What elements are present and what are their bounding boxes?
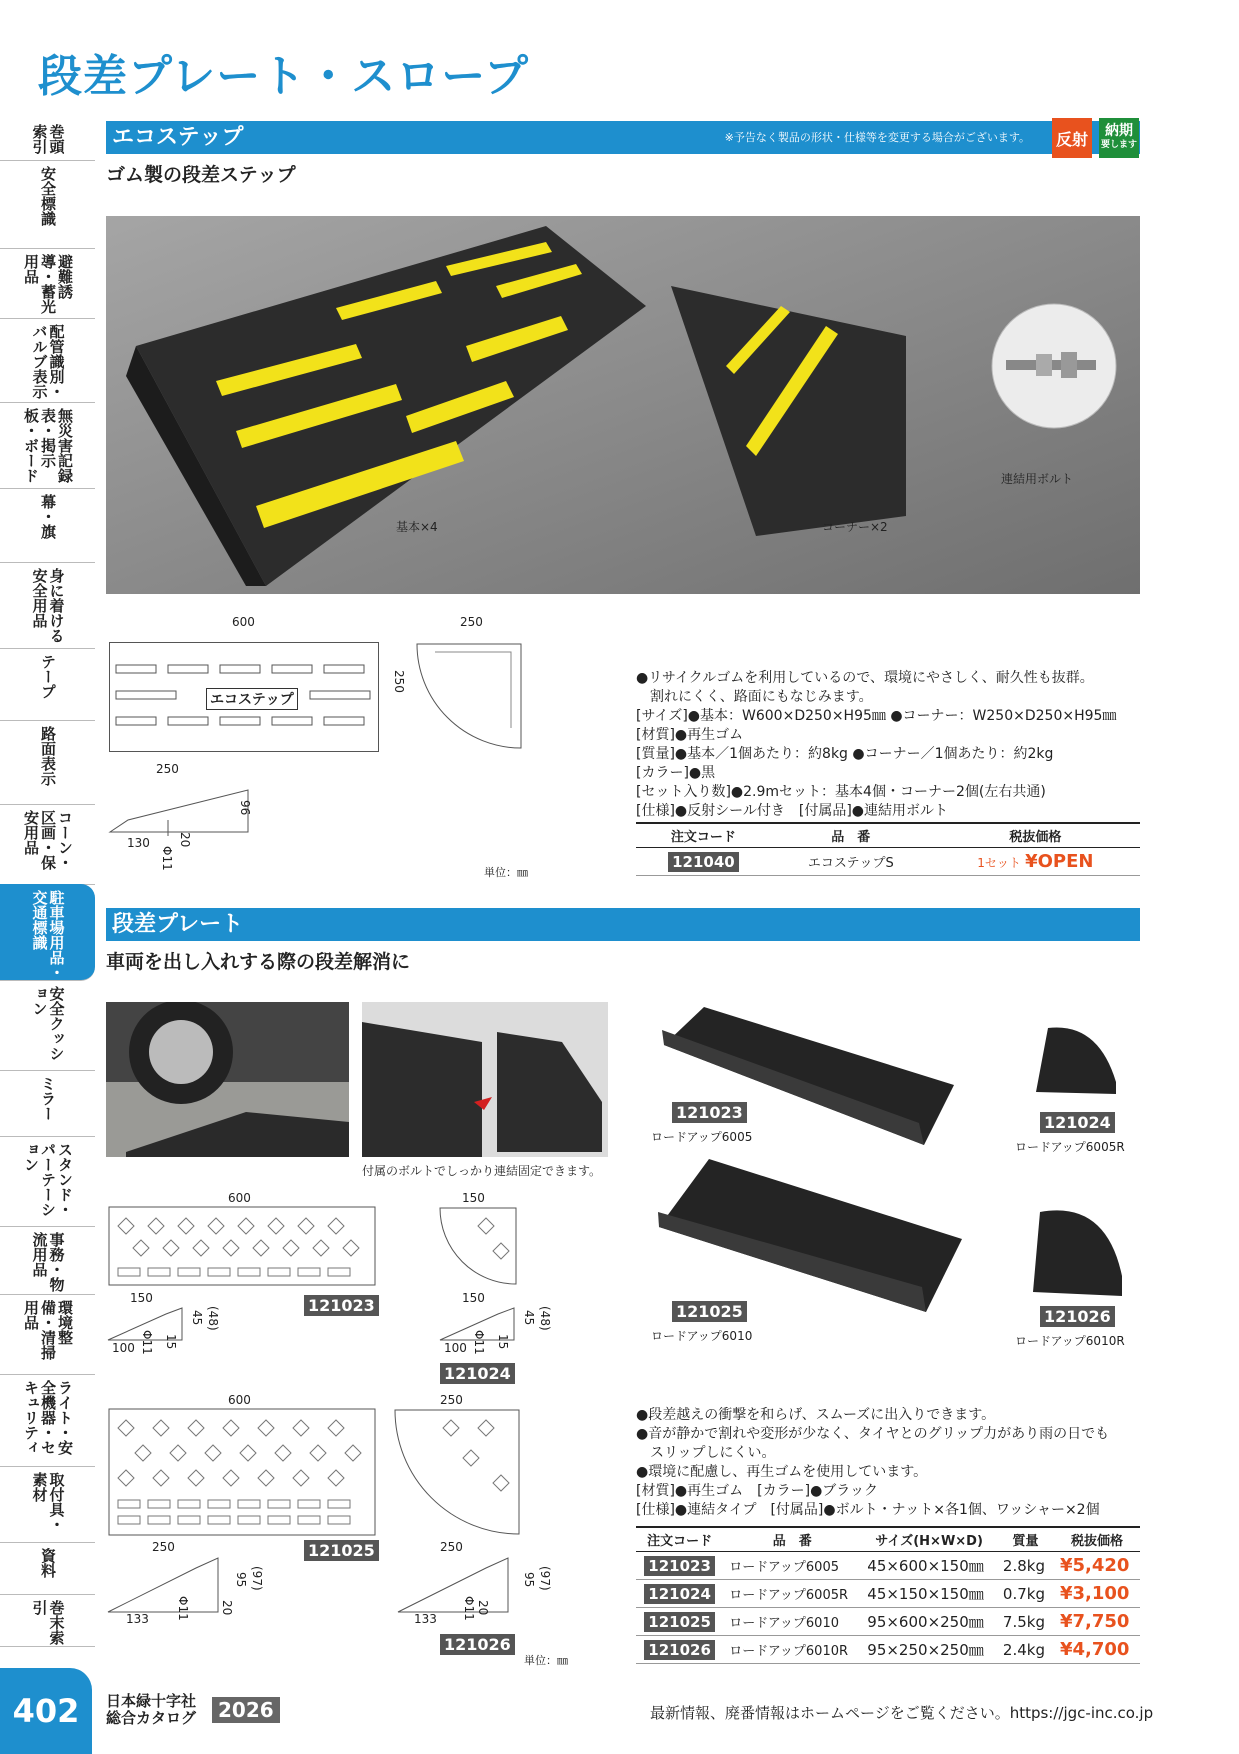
ecostep-photo-illustration: [106, 216, 1140, 594]
dim-d1-phi: Φ11: [140, 1330, 154, 1355]
dim-d1-t: 15: [164, 1334, 178, 1350]
side-index-label: 環境整備・清掃用品: [22, 1300, 74, 1360]
dim-d2-side: 150: [462, 1291, 485, 1305]
product-size: 95×600×250㎜: [861, 1608, 997, 1636]
delivery-badge: [1099, 118, 1139, 158]
dim-d1-hp: (48): [206, 1306, 220, 1331]
dim-96: 96: [238, 800, 252, 816]
side-index-item[interactable]: [0, 1226, 95, 1295]
d3-profile: [106, 1556, 232, 1616]
side-index-label: 避難誘導・蓄光用品: [22, 254, 74, 314]
dim-20: 20: [178, 832, 192, 848]
side-index-item[interactable]: [0, 804, 95, 885]
side-index-item[interactable]: [0, 648, 95, 721]
corner-outline: [415, 642, 523, 750]
section-subtitle: 車両を出し入れする際の段差解消に: [106, 951, 411, 973]
drawing-label: エコステップ: [206, 688, 298, 710]
product-name: ロードアップ6005R: [723, 1580, 861, 1608]
product-name: ロードアップ6005: [723, 1552, 861, 1580]
caption-bolt-connect: 付属のボルトでしっかり連結固定できます。: [362, 1164, 602, 1178]
product-code-121025: 121025: [672, 1302, 747, 1321]
dim-d1-side: 150: [130, 1291, 153, 1305]
spec-line: ●段差越えの衝撃を和らげ、スムーズに出入りできます。: [636, 1407, 996, 1423]
side-index-item[interactable]: [0, 1294, 95, 1375]
dim-d3-phi: Φ11: [176, 1596, 190, 1621]
price-table-ecostep: [636, 822, 1140, 876]
dim-d4-h: 95: [522, 1572, 536, 1588]
order-code: 121023: [644, 1556, 715, 1576]
price: ¥7,750: [1059, 1611, 1130, 1632]
catalog-name-line2: 総合カタログ: [106, 1709, 197, 1727]
col-name: 品 番: [771, 823, 931, 848]
drawing-121023-profile: [106, 1306, 202, 1344]
drawing-121026-profile: [396, 1556, 522, 1616]
side-index-label: 取付具・素材: [30, 1472, 66, 1532]
table-header-row: [636, 1527, 1140, 1552]
spec-line: [仕様]●連結タイプ [付属品]●ボルト・ナット×各1個、ワッシャー×2個: [636, 1502, 1100, 1518]
roadup-6010r-illustration: [1028, 1200, 1126, 1300]
section-title: 段差プレート: [112, 912, 244, 937]
set-unit: 1セット: [977, 856, 1021, 870]
side-index-label: 安全標識: [39, 166, 57, 226]
side-index-item[interactable]: [0, 884, 95, 981]
spec-line: ●音が静かで割れや変形が少なく、タイヤとのグリップ力があり雨の日でも: [636, 1426, 1110, 1442]
drawing-code-121026: 121026: [440, 1635, 515, 1654]
order-code: 121024: [644, 1584, 715, 1604]
table-row: [636, 1580, 1140, 1608]
order-code: 121040: [668, 852, 739, 872]
order-code: 121026: [644, 1640, 715, 1660]
spec-step-plate: [636, 1406, 1109, 1520]
dim-250-top: 250: [460, 615, 483, 629]
unit-label: 単位：㎜: [484, 866, 528, 879]
dim-130: 130: [127, 836, 150, 850]
d2-profile: [438, 1306, 534, 1344]
drawing-121025-profile: [106, 1556, 232, 1616]
spec-line: [カラー]●黒: [636, 765, 716, 781]
side-index-item[interactable]: [0, 980, 95, 1071]
side-index-label: 資料: [39, 1548, 57, 1578]
product-name-121025: ロードアップ6010: [651, 1329, 753, 1343]
product-name: ロードアップ6010R: [723, 1636, 861, 1664]
dim-d2-h: 45: [522, 1310, 536, 1326]
col-mass: 質量: [997, 1527, 1054, 1552]
table-row: [636, 1636, 1140, 1664]
product-size: 45×150×150㎜: [861, 1580, 997, 1608]
side-index-item[interactable]: [0, 1594, 95, 1647]
catalog-year: 2026: [212, 1697, 280, 1723]
price: ¥OPEN: [1025, 851, 1094, 872]
delivery-badge-main: 納期: [1105, 123, 1133, 139]
bolt-photo-illustration: [362, 1002, 608, 1157]
drawing-code-121024: 121024: [440, 1364, 515, 1383]
dim-d4-w: 250: [440, 1393, 463, 1407]
side-index-item[interactable]: [0, 160, 95, 249]
spec-line: [材質]●再生ゴム: [636, 727, 744, 743]
side-index-label: 巻頭索引: [30, 124, 66, 154]
roadup-6005-illustration: [654, 1005, 962, 1145]
page-number: 402: [0, 1668, 92, 1754]
dim-d3-t: 20: [220, 1600, 234, 1616]
side-index-label: コーン・区画・保安用品: [22, 810, 74, 870]
roadup-6010-illustration: [654, 1157, 966, 1312]
side-index-label: 巻末索引: [30, 1600, 66, 1645]
side-index-label: スタンド・パーテーション: [22, 1142, 74, 1217]
drawing-121024-profile: [438, 1306, 534, 1344]
dim-d3-h: 95: [234, 1572, 248, 1588]
product-mass: 7.5kg: [997, 1608, 1054, 1636]
product-name: ロードアップ6010: [723, 1608, 861, 1636]
spec-line: ●環境に配慮し、再生ゴムを使用しています。: [636, 1464, 928, 1480]
dim-d4-t: 20: [476, 1600, 490, 1616]
product-image-6010r: [1028, 1200, 1126, 1300]
d4-profile: [396, 1556, 522, 1616]
caption-bolt: 連結用ボルト: [1001, 472, 1074, 486]
side-index-item[interactable]: [0, 1070, 95, 1137]
dim-d3-side: 250: [152, 1540, 175, 1554]
col-code: 注文コード: [636, 1527, 723, 1552]
spec-line: [セット入り数]●2.9mセット：基本4個・コーナー2個(左右共通): [636, 784, 1046, 800]
col-size: サイズ(H×W×D): [861, 1527, 997, 1552]
product-image-6005: [654, 1005, 962, 1145]
spec-line: 割れにくく、路面にもなじみます。: [636, 689, 873, 705]
side-index-item[interactable]: [0, 720, 95, 805]
side-index-item[interactable]: [0, 118, 95, 161]
product-code-121026: 121026: [1040, 1307, 1115, 1326]
product-mass: 2.8kg: [997, 1552, 1054, 1580]
catalog-name-line1: 日本緑十字社: [106, 1692, 197, 1710]
price-table-step-plate: [636, 1526, 1140, 1664]
dim-d4-hp: (97): [538, 1566, 552, 1591]
side-index-item[interactable]: [0, 318, 95, 403]
side-index-item[interactable]: [0, 248, 95, 319]
side-index-item[interactable]: [0, 562, 95, 649]
product-mass: 2.4kg: [997, 1636, 1054, 1664]
drawing-ecostep-profile: [108, 780, 253, 840]
d4-outline: [393, 1408, 521, 1536]
spec-ecostep: [636, 669, 1116, 821]
price: ¥5,420: [1059, 1555, 1130, 1576]
dim-d2-w: 150: [462, 1191, 485, 1205]
order-code: 121025: [644, 1612, 715, 1632]
drawing-121024-top: [438, 1206, 518, 1286]
dim-d2-phi: Φ11: [472, 1330, 486, 1355]
footer-notice: 最新情報、廃番情報はホームページをご覧ください。https://jgc-inc.co.jp: [650, 1704, 1154, 1722]
caption-corner: コーナー×2: [822, 520, 888, 534]
side-index-item[interactable]: [0, 1542, 95, 1595]
product-mass: 0.7kg: [997, 1580, 1054, 1608]
spec-line: [サイズ]●基本：W600×D250×H95㎜ ●コーナー：W250×D250×H95㎜: [636, 708, 1117, 724]
spec-line: ●リサイクルゴムを利用しているので、環境にやさしく、耐久性も抜群。: [636, 670, 1094, 686]
side-index-item[interactable]: [0, 1136, 95, 1227]
page-title: 段差プレート・スロープ: [38, 51, 530, 102]
price: ¥3,100: [1059, 1583, 1130, 1604]
catalog-name: [106, 1693, 196, 1727]
dim-d3-w: 600: [228, 1393, 251, 1407]
col-price: 税抜価格: [1054, 1527, 1140, 1552]
section-bar-step-plate: [106, 908, 1140, 941]
dim-d3-base: 133: [126, 1612, 149, 1626]
side-index-label: 駐車場用品・交通標識: [30, 890, 66, 980]
d3-pattern: [108, 1408, 376, 1536]
product-size: 45×600×150㎜: [861, 1552, 997, 1580]
dim-d2-t: 15: [496, 1334, 510, 1350]
product-image-6005r: [1028, 1022, 1120, 1100]
roadup-6005r-illustration: [1028, 1022, 1120, 1100]
col-code: 注文コード: [636, 823, 771, 848]
dim-d4-phi: Φ11: [462, 1596, 476, 1621]
profile-outline: [108, 780, 253, 840]
delivery-badge-sub: 要します: [1100, 140, 1137, 150]
table-row: [636, 1608, 1140, 1636]
dim-d1-base: 100: [112, 1341, 135, 1355]
car-photo-illustration: [106, 1002, 349, 1157]
drawing-ecostep-top: [109, 642, 379, 752]
product-name: エコステップS: [771, 848, 931, 876]
table-header-row: [636, 823, 1140, 848]
dim-250-side: 250: [392, 670, 406, 693]
spec-line: [材質]●再生ゴム [カラー]●ブラック: [636, 1483, 878, 1499]
drawing-ecostep-corner: [415, 642, 523, 750]
side-index-label: 事務・物流用品: [30, 1232, 66, 1292]
side-index-label: 安全クッション: [30, 986, 66, 1061]
side-index-item[interactable]: [0, 1466, 95, 1543]
spec-line: [仕様]●反射シール付き [付属品]●連結用ボルト: [636, 803, 948, 819]
dim-d2-base: 100: [444, 1341, 467, 1355]
spec-line: スリップしにくい。: [636, 1445, 776, 1461]
drawing-121026-top: [393, 1408, 521, 1536]
section-title: エコステップ: [112, 125, 244, 150]
drawing-code-121023: 121023: [304, 1296, 379, 1315]
side-index-label: ライト・安全機器・セキュリティ: [22, 1380, 74, 1455]
dim-d2-hp: (48): [538, 1306, 552, 1331]
price: ¥4,700: [1059, 1639, 1130, 1660]
d2-outline: [438, 1206, 518, 1286]
side-index-item[interactable]: [0, 402, 95, 489]
dim-d1-h: 45: [190, 1310, 204, 1326]
dim-d3-hp: (97): [250, 1566, 264, 1591]
product-image-6010: [654, 1157, 966, 1312]
photo-bolt-connection: [362, 1002, 608, 1157]
product-size: 95×250×250㎜: [861, 1636, 997, 1664]
side-index-label: 路面表示: [39, 726, 57, 786]
product-photo-ecostep: [106, 216, 1140, 594]
d1-pattern: [108, 1206, 376, 1286]
product-name-121026: ロードアップ6010R: [1015, 1334, 1125, 1348]
notice-text: ※予告なく製品の形状・仕様等を変更する場合がございます。: [724, 131, 1030, 144]
side-index-label: 配管識別・バルブ表示: [30, 324, 66, 399]
table-row: [636, 1552, 1140, 1580]
dim-d1-w: 600: [228, 1191, 251, 1205]
photo-car-on-plate: [106, 1002, 349, 1157]
reflective-badge: 反射: [1052, 118, 1092, 158]
dim-d4-side: 250: [440, 1540, 463, 1554]
side-index-item[interactable]: [0, 488, 95, 563]
dim-600: 600: [232, 615, 255, 629]
product-code-121023: 121023: [672, 1103, 747, 1122]
side-index-label: ミラー: [39, 1076, 57, 1121]
dim-phi11: Φ11: [160, 846, 174, 871]
drawing-code-121025: 121025: [304, 1541, 379, 1560]
drawing-121025-top: [108, 1408, 376, 1536]
unit-label: 単位：㎜: [524, 1654, 568, 1667]
side-index-label: 身に着ける安全用品: [30, 568, 66, 643]
product-code-121024: 121024: [1040, 1113, 1115, 1132]
dim-d4-base: 133: [414, 1612, 437, 1626]
side-index-label: 無災害記録表・掲示板・ボード: [22, 408, 74, 483]
d1-profile: [106, 1306, 202, 1344]
section-bar-ecostep: [106, 121, 1140, 154]
product-name-121023: ロードアップ6005: [651, 1130, 753, 1144]
caption-basic: 基本×4: [396, 520, 438, 534]
drawing-121023-top: [108, 1206, 376, 1286]
col-price: 税抜価格: [931, 823, 1140, 848]
dim-250-profile: 250: [156, 762, 179, 776]
side-index-item[interactable]: [0, 1374, 95, 1467]
table-row: [636, 848, 1140, 876]
product-name-121024: ロードアップ6005R: [1015, 1140, 1125, 1154]
spec-line: [質量]●基本／1個あたり：約8kg ●コーナー／1個あたり：約2kg: [636, 746, 1054, 762]
side-index-label: テープ: [39, 654, 57, 699]
col-name: 品 番: [723, 1527, 861, 1552]
section-subtitle: ゴム製の段差ステップ: [106, 164, 296, 186]
side-index-label: 幕・旗: [39, 494, 57, 539]
